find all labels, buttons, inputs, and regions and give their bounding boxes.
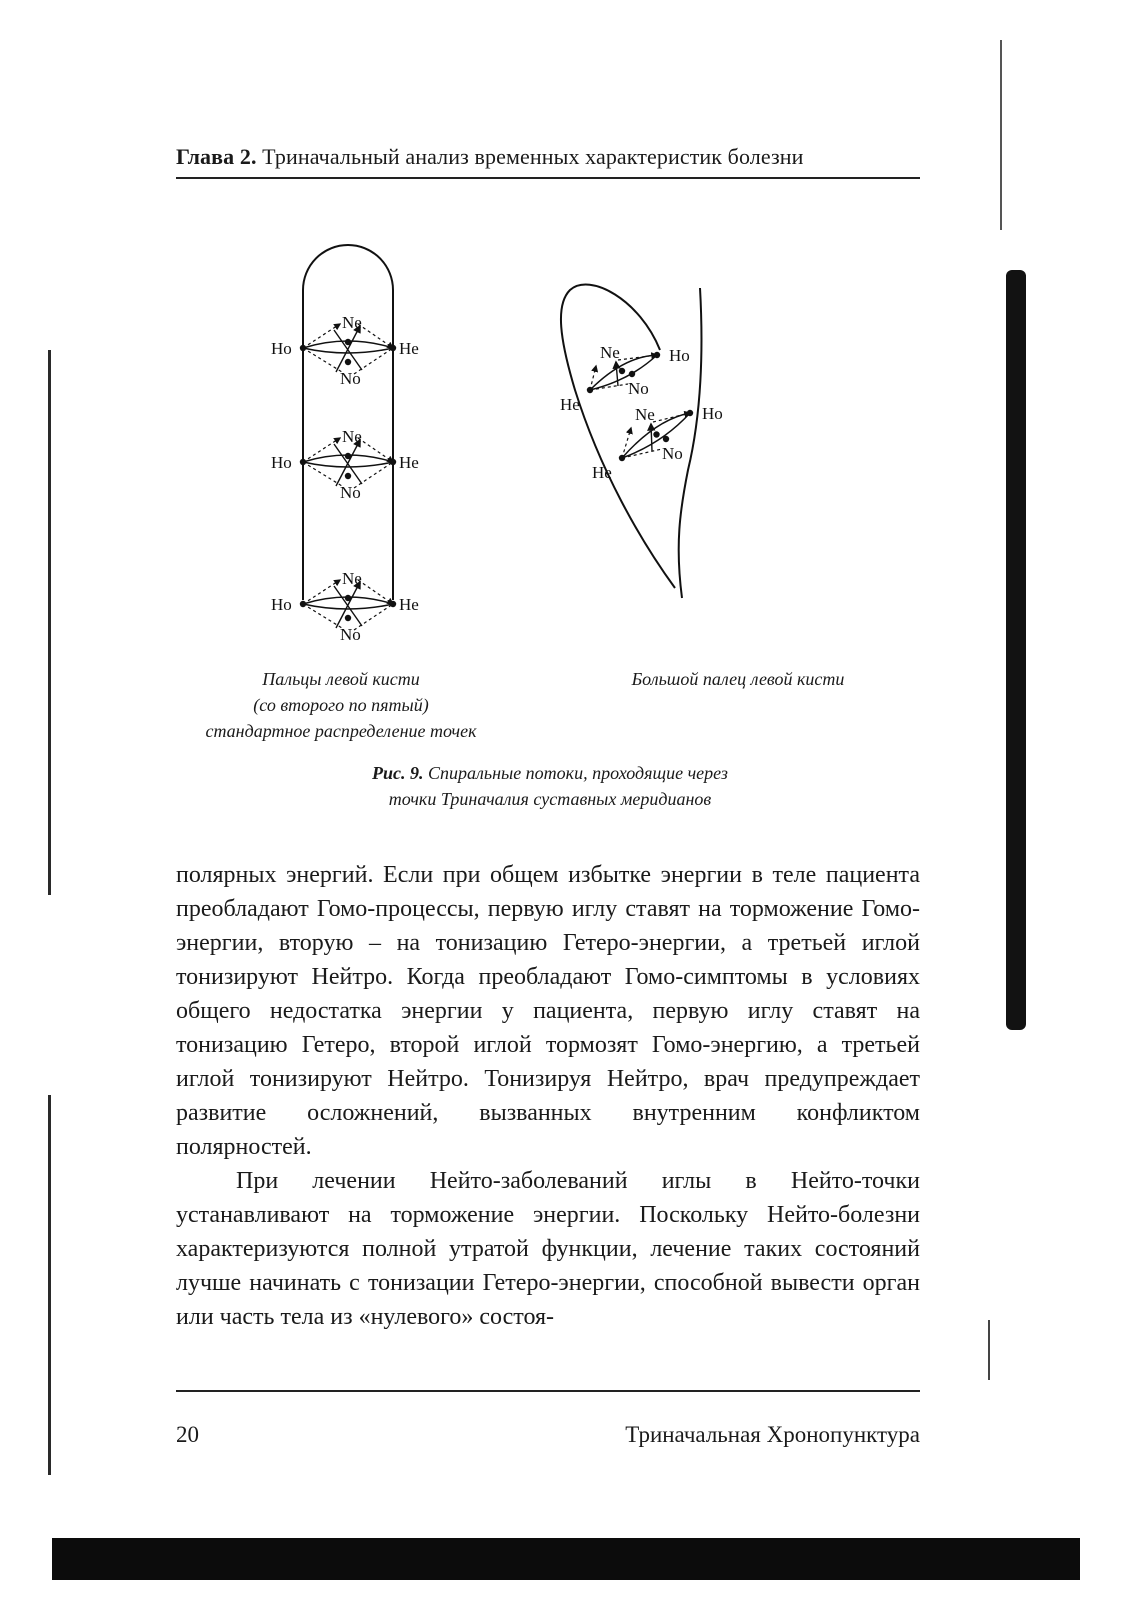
scan-edge-line (988, 1320, 990, 1380)
point-label-no: No (340, 625, 361, 644)
scan-edge-line (48, 1095, 51, 1475)
point-label-ne: Ne (600, 343, 620, 362)
caption-line: (со второго по пятый) (253, 695, 429, 715)
point-label-no: No (628, 379, 649, 398)
figure-caption-line1 (280, 760, 820, 786)
point-label-ho: Ho (271, 595, 292, 614)
figure-number: Рис. 9. (372, 763, 424, 783)
scan-bottom-shadow (52, 1538, 1080, 1580)
thumb-outline-right (679, 288, 702, 598)
paragraph: При лечении Нейто-заболеваний иглы в Нейто-точки устанавливают на торможение энергии. Поскольку Нейто-болезни характеризуются полной утратой функции, лечение таких состояний лучше начинать с тонизации Гетеро-энергии, способной вывести орган или часть тела из «нулевого» состоя- (176, 1168, 920, 1330)
right-thumb-diagram (560, 285, 723, 598)
left-figure-caption (176, 666, 506, 744)
chapter-title: Триначальный анализ временных характеристик болезни (262, 144, 804, 169)
right-figure-caption: Большой палец левой кисти (631, 669, 845, 689)
page-number: 20 (176, 1422, 199, 1447)
caption-line: стандартное распределение точек (205, 721, 477, 741)
body-text (176, 858, 920, 1334)
point-label-he: He (399, 339, 419, 358)
chapter-label: Глава 2. (176, 144, 257, 169)
point-label-ne: Ne (635, 405, 655, 424)
left-finger-diagram (271, 245, 419, 644)
figure-caption-text: Спиральные потоки, проходящие через (428, 763, 728, 783)
point-label-ho: Ho (271, 339, 292, 358)
caption-line: Пальцы левой кисти (262, 669, 420, 689)
point-label-ne: Ne (342, 427, 362, 446)
point-label-ne: Ne (342, 569, 362, 588)
tri-point-group (271, 569, 419, 644)
tri-point-group (271, 427, 419, 502)
tri-point-group (560, 343, 690, 414)
point-label-ho: Ho (271, 453, 292, 472)
tri-point-group (592, 404, 723, 482)
point-label-he: He (399, 453, 419, 472)
point-label-ho: Ho (669, 346, 690, 365)
tri-point-group (271, 313, 419, 388)
figure-caption-line2: точки Триначалия суставных меридианов (388, 789, 712, 809)
point-label-no: No (340, 483, 361, 502)
point-label-no: No (662, 444, 683, 463)
point-label-no: No (340, 369, 361, 388)
point-label-he: He (592, 463, 612, 482)
book-title: Триначальная Хронопунктура (625, 1422, 920, 1447)
point-label-ne: Ne (342, 313, 362, 332)
point-label-he: He (560, 395, 580, 414)
finger-outline (303, 245, 393, 600)
footer-rule (176, 1390, 920, 1392)
paragraph: полярных энергий. Если при общем избытке энергии в теле пациента преобладают Гомо-процессы, первую иглу ставят на торможение Гомо-энергии, вторую – на тонизацию Гетеро-энергии, а третьей иглой тонизируют Нейтро. Когда преобладают Гомо-симптомы в условиях общего недостатка энергии у пациента, первую иглу ставят на тонизацию Гетеро, второй иглой тормозят Гомо-энергию, а третьей иглой тонизируют Нейтро. Тонизируя Нейтро, врач предупреждает развитие осложнений, вызванных внутренним конфликтом полярностей. (176, 862, 920, 1160)
point-label-he: He (399, 595, 419, 614)
point-label-ho: Ho (702, 404, 723, 423)
figure-caption (280, 760, 820, 812)
